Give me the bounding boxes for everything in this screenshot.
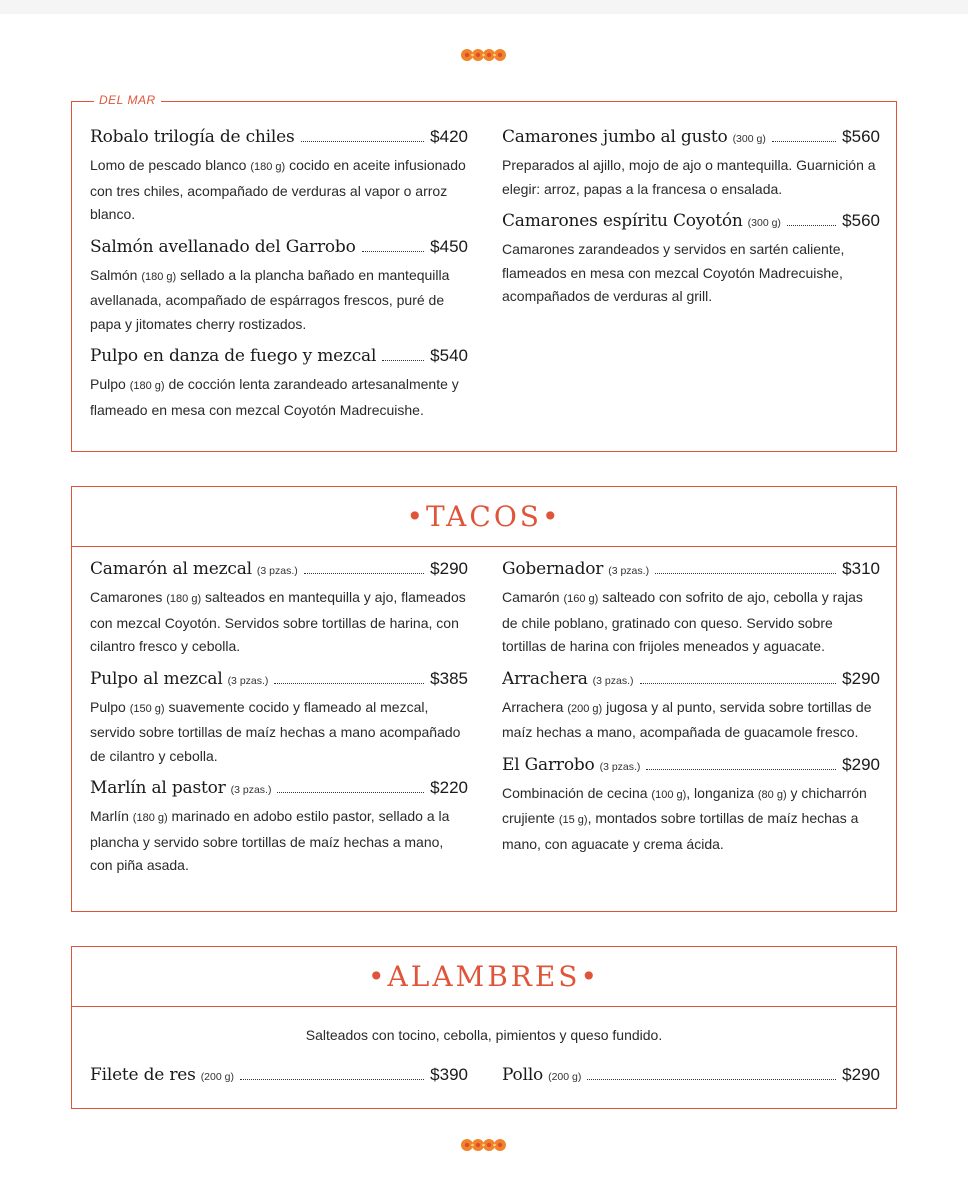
- menu-item-weight: (180 g): [166, 593, 202, 605]
- dotted-leader: [277, 792, 424, 793]
- menu-item: [90, 669, 468, 769]
- menu-item-description-text: , longaniza: [686, 784, 758, 801]
- menu-item-name: Arrachera: [502, 668, 588, 689]
- menu-item: [90, 127, 468, 227]
- menu-item-description: [502, 154, 880, 201]
- menu-item-price: $450: [430, 236, 468, 256]
- menu-item-description-text: salteado con sofrito de ajo, cebolla y rajas de chile poblano, gratinado con queso. Servido sobre tortillas de harina con frijoles meneados y aguacate.: [502, 589, 863, 654]
- menu-item-description-text: Camarones zarandeados y servidos en sartén caliente, flameados en mesa con mezcal Coyotón Madrecuishe, acompañados de verduras al grill.: [502, 241, 845, 304]
- tacos-right-column: [502, 559, 880, 866]
- menu-item: [502, 755, 880, 857]
- menu-item: [502, 1065, 880, 1091]
- dotted-leader: [787, 225, 836, 226]
- alambres-left-column: [90, 1065, 468, 1101]
- menu-item-description-text: Pulpo: [90, 698, 130, 715]
- menu-item-weight: (180 g): [129, 380, 165, 392]
- menu-item-quantity: (300 g): [732, 133, 766, 145]
- menu-item-header: [90, 778, 468, 804]
- menu-item-weight: (160 g): [563, 593, 599, 605]
- dotted-leader: [646, 769, 836, 770]
- menu-item-quantity: (200 g): [200, 1071, 234, 1083]
- menu-item-quantity: (3 pzas.): [608, 565, 650, 577]
- flower-ornament-icon: [459, 1136, 509, 1154]
- menu-item: [502, 211, 880, 309]
- tacos-title: •TACOS•: [72, 487, 896, 547]
- menu-item-quantity: (3 pzas.): [599, 760, 641, 773]
- menu-item-weight: (100 g): [651, 788, 687, 801]
- menu-item-header: [90, 1065, 468, 1091]
- menu-item-weight: (150 g): [129, 702, 165, 715]
- dotted-leader: [640, 683, 837, 684]
- menu-item-price: $290: [842, 668, 880, 688]
- menu-item-weight: (80 g): [757, 788, 787, 801]
- menu-item-quantity: (200 g): [548, 1071, 582, 1083]
- dotted-leader: [382, 360, 424, 361]
- menu-item-description-text: Camarón: [502, 589, 564, 605]
- menu-item-name: Pulpo en danza de fuego y mezcal: [90, 346, 377, 366]
- menu-item-name: Robalo trilogía de chiles: [90, 127, 295, 147]
- menu-item-price: $290: [842, 754, 880, 774]
- menu-item-name: El Garrobo: [502, 754, 595, 775]
- del-mar-label: DEL MAR: [94, 93, 161, 107]
- menu-item-description-text: de cocción lenta zarandeado artesanalmente y flameado en mesa con mezcal Coyotón Madrecuishe.: [90, 376, 459, 418]
- menu-item-header: [90, 669, 468, 695]
- dotted-leader: [304, 573, 424, 574]
- menu-item-description-text: Marlín: [90, 808, 133, 824]
- alambres-note: Salteados con tocino, cebolla, pimientos y queso fundido.: [305, 1027, 663, 1043]
- menu-item: [90, 778, 468, 878]
- menu-item-price: $390: [430, 1065, 468, 1084]
- top-bar: [0, 0, 968, 14]
- menu-item-weight: (180 g): [132, 812, 168, 824]
- menu-item-header: [90, 559, 468, 585]
- menu-item-description-text: salteados en mantequilla y ajo, flameados con mezcal Coyotón. Servidos sobre tortillas de harina, con cilantro fresco y cebolla.: [90, 589, 466, 654]
- menu-item-description-text: Preparados al ajillo, mojo de ajo o mantequilla. Guarnición a elegir: arroz, papas a la francesa o ensalada.: [502, 157, 876, 197]
- dotted-leader: [587, 1079, 836, 1080]
- dotted-leader: [772, 141, 836, 142]
- menu-item-name: Filete de res: [90, 1065, 196, 1085]
- flower-ornament-icon: [459, 46, 509, 64]
- menu-item-price: $220: [430, 778, 468, 797]
- menu-item-price: $385: [430, 668, 468, 688]
- menu-item-name: Pulpo al mezcal: [90, 668, 223, 689]
- menu-item-price: $560: [842, 211, 880, 230]
- menu-item-description-text: Salmón: [90, 266, 142, 283]
- menu-item-description-text: Combinación de cecina: [502, 784, 652, 801]
- menu-item-description: [90, 696, 468, 769]
- dotted-leader: [655, 573, 836, 574]
- menu-item-header: [502, 669, 880, 695]
- menu-item-description: [502, 696, 880, 745]
- menu-item-description-text: Lomo de pescado blanco: [90, 157, 251, 173]
- menu-item: [90, 346, 468, 422]
- menu-item: [90, 559, 468, 659]
- del-mar-section: [71, 93, 897, 452]
- menu-item-weight: (200 g): [567, 702, 603, 715]
- dotted-leader: [362, 251, 425, 252]
- menu-item-quantity: (3 pzas.): [256, 565, 298, 577]
- menu-item-name: Pollo: [502, 1065, 544, 1085]
- menu-item: [502, 127, 880, 201]
- menu-item: [90, 1065, 468, 1091]
- menu-item-description-text: marinado en adobo estilo pastor, sellado a la plancha y servido sobre tortillas de maíz hechas a mano, con piña asada.: [90, 808, 450, 873]
- menu-item-description: [502, 782, 880, 857]
- menu-item-description: [90, 373, 468, 422]
- menu-item-description: [502, 238, 880, 309]
- del-mar-right-column: [502, 127, 880, 319]
- menu-item-weight: (15 g): [558, 814, 588, 826]
- menu-item-name: Gobernador: [502, 559, 604, 579]
- menu-item-price: $540: [430, 346, 468, 365]
- alambres-right-column: [502, 1065, 880, 1101]
- menu-item-description-text: y chicharrón crujiente: [502, 784, 867, 826]
- menu-item-name: Salmón avellanado del Garrobo: [90, 236, 356, 257]
- menu-item-description: [90, 586, 468, 659]
- menu-item-description: [90, 805, 468, 878]
- menu-item-name: Camarones espíritu Coyotón: [502, 211, 743, 231]
- tacos-section: [71, 486, 897, 912]
- menu-item: [90, 237, 468, 337]
- menu-item-description: [90, 154, 468, 227]
- menu-item-header: [502, 755, 880, 781]
- menu-item: [502, 559, 880, 659]
- menu-item-weight: (180 g): [141, 270, 177, 283]
- menu-item-description-text: jugosa y al punto, servida sobre tortillas de maíz hechas a mano, acompañada de guacamole fresco.: [502, 698, 872, 740]
- menu-item-header: [90, 346, 468, 372]
- menu-item-header: [502, 127, 880, 153]
- menu-item-description-text: Arrachera: [502, 698, 568, 715]
- menu-item-quantity: (300 g): [747, 217, 781, 229]
- menu-item-description-text: Camarones: [90, 589, 167, 605]
- menu-item-header: [90, 127, 468, 153]
- menu-item-description: [90, 264, 468, 337]
- dotted-leader: [240, 1079, 424, 1080]
- alambres-title: •ALAMBRES•: [72, 947, 896, 1007]
- menu-item-name: Marlín al pastor: [90, 778, 226, 798]
- menu-item: [502, 669, 880, 745]
- menu-item-price: $420: [430, 127, 468, 146]
- menu-item-description-text: , montados sobre tortillas de maíz hechas a mano, con aguacate y crema ácida.: [502, 810, 859, 852]
- menu-item-description-text: Pulpo: [90, 376, 130, 392]
- dotted-leader: [274, 683, 424, 684]
- menu-item-price: $560: [842, 127, 880, 146]
- menu-item-quantity: (3 pzas.): [230, 784, 272, 796]
- menu-item-name: Camarón al mezcal: [90, 559, 252, 579]
- menu-item-quantity: (3 pzas.): [227, 674, 269, 687]
- menu-item-weight: (180 g): [250, 161, 286, 173]
- menu-item-description-text: suavemente cocido y flameado al mezcal, servido sobre tortillas de maíz hechas a mano acompañado de cilantro y cebolla.: [90, 698, 461, 764]
- dotted-leader: [301, 141, 425, 142]
- menu-item-quantity: (3 pzas.): [592, 674, 634, 687]
- menu-item-price: $290: [842, 1065, 880, 1084]
- menu-item-price: $310: [842, 559, 880, 578]
- menu-item-header: [90, 237, 468, 263]
- menu-item-description: [502, 586, 880, 659]
- menu-item-header: [502, 559, 880, 585]
- menu-item-description-text: sellado a la plancha bañado en mantequilla avellanada, acompañado de espárragos frescos, puré de papa y jitomates cherry rostizados.: [90, 266, 450, 332]
- menu-item-price: $290: [430, 559, 468, 578]
- tacos-left-column: [90, 559, 468, 888]
- menu-item-header: [502, 211, 880, 237]
- menu-item-description-text: cocido en aceite infusionado con tres chiles, acompañado de verduras al vapor o arroz blanco.: [90, 157, 466, 222]
- alambres-section: [71, 946, 897, 1109]
- menu-item-header: [502, 1065, 880, 1091]
- del-mar-left-column: [90, 127, 468, 432]
- menu-item-name: Camarones jumbo al gusto: [502, 127, 728, 147]
